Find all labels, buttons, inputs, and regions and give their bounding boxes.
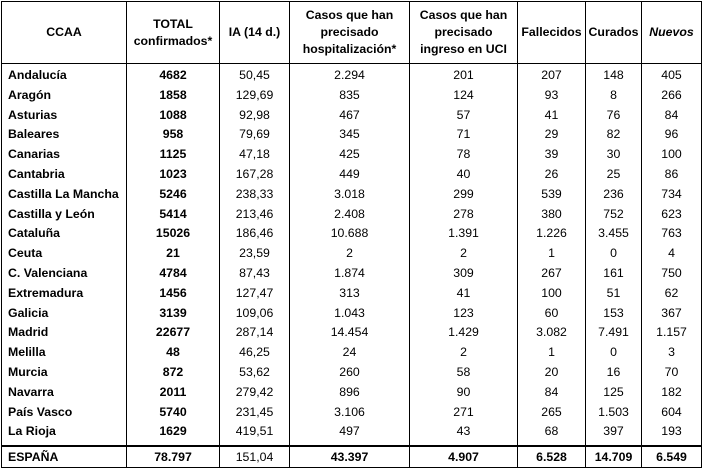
cell-ccaa: Cataluña xyxy=(2,224,127,244)
cell-ia: 46,25 xyxy=(220,343,290,363)
cell-ccaa: Galicia xyxy=(2,304,127,324)
cell-uci: 40 xyxy=(410,165,518,185)
cell-curados: 236 xyxy=(586,185,642,205)
total-uci: 4.907 xyxy=(410,446,518,468)
cell-curados: 0 xyxy=(586,343,642,363)
table-body xyxy=(2,64,702,447)
table-row xyxy=(2,64,702,86)
cell-hospitalizacion: 313 xyxy=(290,284,410,304)
cell-hospitalizacion: 1.043 xyxy=(290,304,410,324)
cell-total-confirmados: 5246 xyxy=(127,185,220,205)
cell-curados: 0 xyxy=(586,244,642,264)
total-nuevos: 6.549 xyxy=(642,446,702,468)
cell-uci: 201 xyxy=(410,64,518,86)
cell-fallecidos: 1.226 xyxy=(518,224,586,244)
cell-total-confirmados: 4784 xyxy=(127,264,220,284)
cell-total-confirmados: 5414 xyxy=(127,205,220,225)
total-confirmados: 78.797 xyxy=(127,446,220,468)
cell-total-confirmados: 1456 xyxy=(127,284,220,304)
table-row xyxy=(2,363,702,383)
cell-uci: 1.391 xyxy=(410,224,518,244)
cell-uci: 2 xyxy=(410,244,518,264)
table-row xyxy=(2,264,702,284)
cell-ia: 287,14 xyxy=(220,323,290,343)
cell-fallecidos: 1 xyxy=(518,343,586,363)
cell-hospitalizacion: 425 xyxy=(290,145,410,165)
cell-hospitalizacion: 2.408 xyxy=(290,205,410,225)
cell-fallecidos: 60 xyxy=(518,304,586,324)
cell-total-confirmados: 1023 xyxy=(127,165,220,185)
total-fallecidos: 6.528 xyxy=(518,446,586,468)
cell-ccaa: Castilla y León xyxy=(2,205,127,225)
cell-curados: 82 xyxy=(586,125,642,145)
cell-curados: 125 xyxy=(586,383,642,403)
cell-ia: 231,45 xyxy=(220,403,290,423)
cell-total-confirmados: 1125 xyxy=(127,145,220,165)
cell-uci: 309 xyxy=(410,264,518,284)
cell-total-confirmados: 958 xyxy=(127,125,220,145)
cell-ia: 279,42 xyxy=(220,383,290,403)
cell-ia: 127,47 xyxy=(220,284,290,304)
cell-curados: 752 xyxy=(586,205,642,225)
cell-ccaa: Baleares xyxy=(2,125,127,145)
cell-ia: 23,59 xyxy=(220,244,290,264)
cell-ia: 419,51 xyxy=(220,422,290,446)
cell-hospitalizacion: 3.018 xyxy=(290,185,410,205)
cell-nuevos: 96 xyxy=(642,125,702,145)
cell-hospitalizacion: 24 xyxy=(290,343,410,363)
table-row xyxy=(2,284,702,304)
cell-uci: 124 xyxy=(410,86,518,106)
table-row xyxy=(2,86,702,106)
cell-hospitalizacion: 10.688 xyxy=(290,224,410,244)
cell-nuevos: 1.157 xyxy=(642,323,702,343)
total-curados: 14.709 xyxy=(586,446,642,468)
cell-ccaa: La Rioja xyxy=(2,422,127,446)
cell-hospitalizacion: 260 xyxy=(290,363,410,383)
cell-ia: 87,43 xyxy=(220,264,290,284)
cell-ccaa: Cantabria xyxy=(2,165,127,185)
cell-total-confirmados: 872 xyxy=(127,363,220,383)
cell-curados: 1.503 xyxy=(586,403,642,423)
cell-hospitalizacion: 3.106 xyxy=(290,403,410,423)
cell-ccaa: País Vasco xyxy=(2,403,127,423)
cell-total-confirmados: 15026 xyxy=(127,224,220,244)
header-nuevos: Nuevos xyxy=(642,2,702,64)
cell-uci: 123 xyxy=(410,304,518,324)
cell-fallecidos: 41 xyxy=(518,106,586,126)
cell-fallecidos: 207 xyxy=(518,64,586,86)
cell-curados: 16 xyxy=(586,363,642,383)
table-row xyxy=(2,145,702,165)
table-header xyxy=(2,2,702,64)
table-row xyxy=(2,185,702,205)
cell-hospitalizacion: 467 xyxy=(290,106,410,126)
cell-ccaa: Extremadura xyxy=(2,284,127,304)
cell-nuevos: 4 xyxy=(642,244,702,264)
table-row xyxy=(2,343,702,363)
cell-uci: 41 xyxy=(410,284,518,304)
cell-ccaa: Canarias xyxy=(2,145,127,165)
cell-curados: 397 xyxy=(586,422,642,446)
cell-total-confirmados: 21 xyxy=(127,244,220,264)
cell-ccaa: Aragón xyxy=(2,86,127,106)
table-row xyxy=(2,244,702,264)
cell-curados: 148 xyxy=(586,64,642,86)
cell-ccaa: Asturias xyxy=(2,106,127,126)
cell-nuevos: 750 xyxy=(642,264,702,284)
cell-fallecidos: 265 xyxy=(518,403,586,423)
table-row xyxy=(2,304,702,324)
cell-nuevos: 62 xyxy=(642,284,702,304)
header-total: TOTAL confirmados* xyxy=(127,2,220,64)
header-curados: Curados xyxy=(586,2,642,64)
cell-fallecidos: 20 xyxy=(518,363,586,383)
cell-uci: 78 xyxy=(410,145,518,165)
cell-hospitalizacion: 2.294 xyxy=(290,64,410,86)
cell-total-confirmados: 1629 xyxy=(127,422,220,446)
cell-uci: 58 xyxy=(410,363,518,383)
table-row xyxy=(2,165,702,185)
cell-nuevos: 266 xyxy=(642,86,702,106)
cell-ccaa: C. Valenciana xyxy=(2,264,127,284)
cell-total-confirmados: 22677 xyxy=(127,323,220,343)
table-row xyxy=(2,125,702,145)
cell-uci: 2 xyxy=(410,343,518,363)
cell-total-confirmados: 1088 xyxy=(127,106,220,126)
cell-ccaa: Murcia xyxy=(2,363,127,383)
cell-curados: 7.491 xyxy=(586,323,642,343)
table-row xyxy=(2,224,702,244)
cell-uci: 71 xyxy=(410,125,518,145)
cell-nuevos: 367 xyxy=(642,304,702,324)
totals-row xyxy=(2,446,702,468)
cell-hospitalizacion: 1.874 xyxy=(290,264,410,284)
cell-ia: 53,62 xyxy=(220,363,290,383)
cell-hospitalizacion: 449 xyxy=(290,165,410,185)
table-row xyxy=(2,383,702,403)
cell-fallecidos: 39 xyxy=(518,145,586,165)
cell-nuevos: 405 xyxy=(642,64,702,86)
header-ia: IA (14 d.) xyxy=(220,2,290,64)
total-ia: 151,04 xyxy=(220,446,290,468)
cell-fallecidos: 93 xyxy=(518,86,586,106)
cell-hospitalizacion: 835 xyxy=(290,86,410,106)
cell-fallecidos: 3.082 xyxy=(518,323,586,343)
cell-uci: 57 xyxy=(410,106,518,126)
cell-ia: 92,98 xyxy=(220,106,290,126)
cell-nuevos: 734 xyxy=(642,185,702,205)
cell-nuevos: 623 xyxy=(642,205,702,225)
cell-uci: 90 xyxy=(410,383,518,403)
cell-nuevos: 193 xyxy=(642,422,702,446)
cell-hospitalizacion: 2 xyxy=(290,244,410,264)
cell-ia: 50,45 xyxy=(220,64,290,86)
cell-fallecidos: 26 xyxy=(518,165,586,185)
cell-fallecidos: 29 xyxy=(518,125,586,145)
table-footer xyxy=(2,446,702,468)
cell-hospitalizacion: 896 xyxy=(290,383,410,403)
total-ccaa: ESPAÑA xyxy=(2,446,127,468)
header-fallecidos: Fallecidos xyxy=(518,2,586,64)
cell-curados: 25 xyxy=(586,165,642,185)
cell-curados: 153 xyxy=(586,304,642,324)
cell-hospitalizacion: 497 xyxy=(290,422,410,446)
cell-uci: 43 xyxy=(410,422,518,446)
cell-fallecidos: 1 xyxy=(518,244,586,264)
cell-curados: 8 xyxy=(586,86,642,106)
cell-hospitalizacion: 345 xyxy=(290,125,410,145)
cell-total-confirmados: 2011 xyxy=(127,383,220,403)
cell-ccaa: Andalucía xyxy=(2,64,127,86)
cell-fallecidos: 68 xyxy=(518,422,586,446)
cell-curados: 161 xyxy=(586,264,642,284)
cell-ia: 79,69 xyxy=(220,125,290,145)
cell-total-confirmados: 3139 xyxy=(127,304,220,324)
table-row xyxy=(2,106,702,126)
cell-curados: 3.455 xyxy=(586,224,642,244)
total-hospitalizacion: 43.397 xyxy=(290,446,410,468)
cell-fallecidos: 380 xyxy=(518,205,586,225)
cell-total-confirmados: 5740 xyxy=(127,403,220,423)
cell-ia: 167,28 xyxy=(220,165,290,185)
cell-curados: 51 xyxy=(586,284,642,304)
cell-total-confirmados: 48 xyxy=(127,343,220,363)
cell-uci: 271 xyxy=(410,403,518,423)
cell-nuevos: 3 xyxy=(642,343,702,363)
cell-nuevos: 182 xyxy=(642,383,702,403)
header-uci: Casos que han precisado ingreso en UCI xyxy=(410,2,518,64)
cell-uci: 1.429 xyxy=(410,323,518,343)
cell-hospitalizacion: 14.454 xyxy=(290,323,410,343)
header-ccaa: CCAA xyxy=(2,2,127,64)
cell-nuevos: 86 xyxy=(642,165,702,185)
cell-fallecidos: 267 xyxy=(518,264,586,284)
table-row xyxy=(2,205,702,225)
cell-ccaa: Madrid xyxy=(2,323,127,343)
cell-uci: 299 xyxy=(410,185,518,205)
cell-ia: 186,46 xyxy=(220,224,290,244)
cell-ia: 213,46 xyxy=(220,205,290,225)
cell-total-confirmados: 4682 xyxy=(127,64,220,86)
cell-ia: 47,18 xyxy=(220,145,290,165)
cell-ccaa: Navarra xyxy=(2,383,127,403)
cell-ia: 129,69 xyxy=(220,86,290,106)
cell-curados: 76 xyxy=(586,106,642,126)
cell-ia: 109,06 xyxy=(220,304,290,324)
table-row xyxy=(2,422,702,446)
table-row xyxy=(2,323,702,343)
cell-ccaa: Melilla xyxy=(2,343,127,363)
cell-uci: 278 xyxy=(410,205,518,225)
cell-fallecidos: 539 xyxy=(518,185,586,205)
cell-nuevos: 100 xyxy=(642,145,702,165)
header-hospitalizacion: Casos que han precisado hospitalización* xyxy=(290,2,410,64)
cell-fallecidos: 84 xyxy=(518,383,586,403)
cell-ccaa: Castilla La Mancha xyxy=(2,185,127,205)
cell-nuevos: 604 xyxy=(642,403,702,423)
cell-curados: 30 xyxy=(586,145,642,165)
cell-fallecidos: 100 xyxy=(518,284,586,304)
cell-nuevos: 763 xyxy=(642,224,702,244)
cell-total-confirmados: 1858 xyxy=(127,86,220,106)
table-row xyxy=(2,403,702,423)
covid-ccaa-table xyxy=(1,1,702,468)
cell-nuevos: 84 xyxy=(642,106,702,126)
cell-ccaa: Ceuta xyxy=(2,244,127,264)
cell-nuevos: 70 xyxy=(642,363,702,383)
cell-ia: 238,33 xyxy=(220,185,290,205)
